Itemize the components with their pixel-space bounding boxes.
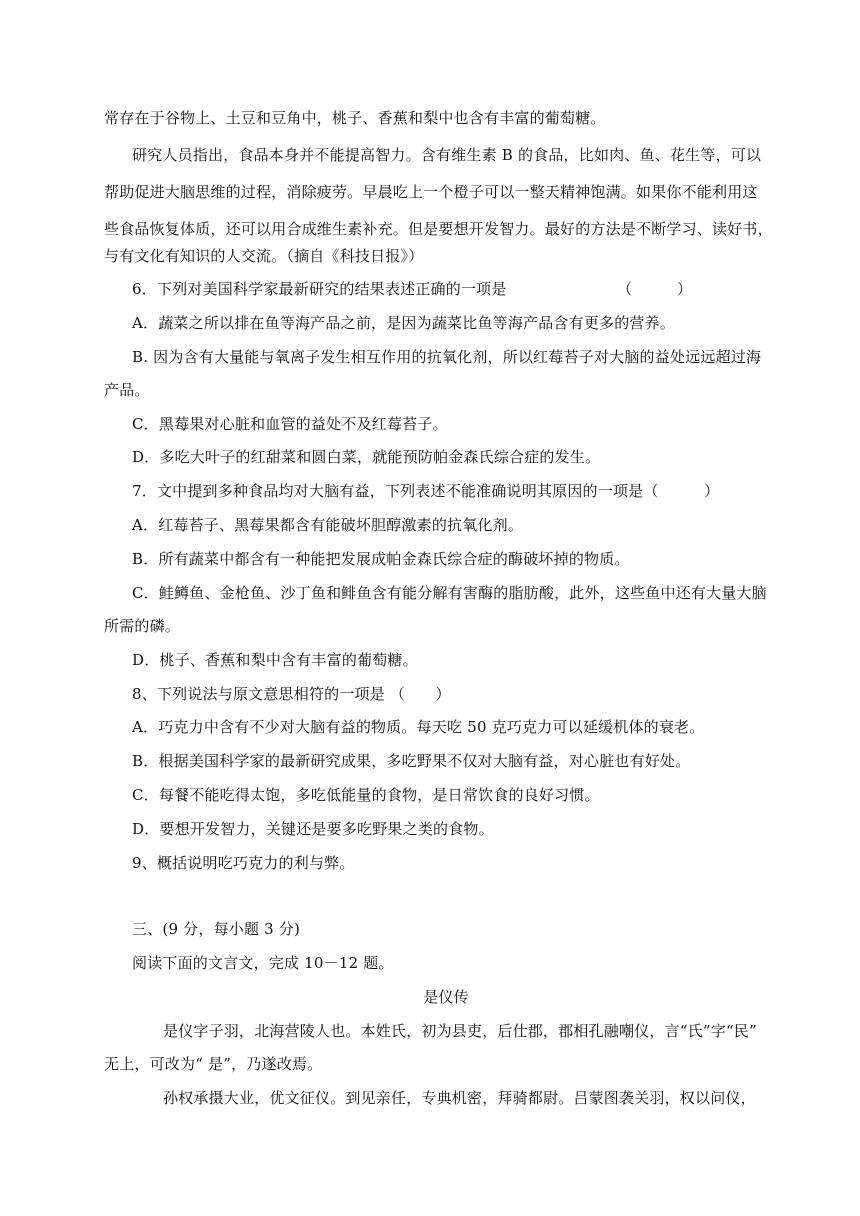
answer-parenthesis: （ ） [617, 280, 693, 298]
question-6-option-c: C．黑莓果对心脏和血管的益处不及红莓苔子。 [132, 415, 448, 433]
paragraph-line: 无上，可改为“ 是”，乃遂改焉。 [104, 1055, 323, 1073]
paragraph-line: 常存在于谷物上、土豆和豆角中，桃子、香蕉和梨中也含有丰富的葡萄糖。 [104, 109, 606, 127]
paragraph-line: 是仪字子羽，北海营陵人也。本姓氏，初为县吏，后仕郡，郡相孔融嘲仪，言“氏”字“民” [163, 1022, 757, 1040]
section-heading: 三、(9 分，每小题 3 分) [132, 920, 301, 938]
question-8-option-a: A．巧克力中含有不少对大脑有益的物质。每天吃 50 克巧克力可以延缓机体的衰老。 [132, 718, 705, 736]
question-8-option-c: C．每餐不能吃得太饱，多吃低能量的食物，是日常饮食的良好习惯。 [132, 786, 600, 804]
question-6-option-b: B. 因为含有大量能与氧离子发生相互作用的抗氧化剂，所以红莓苔子对大脑的益处远远超过海 [132, 348, 762, 366]
question-7-option-b: B．所有蔬菜中都含有一种能把发展成帕金森氏综合症的酶破坏掉的物质。 [132, 550, 630, 568]
question-7-option-a: A．红莓苔子、黑莓果都含有能破坏胆醇激素的抗氧化剂。 [132, 516, 524, 534]
paragraph-line: 与有文化有知识的人交流。（摘自《科技日报》） [104, 247, 424, 265]
question-6-option-d: D．多吃大叶子的红甜菜和圆白菜，就能预防帕金森氏综合症的发生。 [132, 448, 601, 466]
paragraph-line: 研究人员指出，食品本身并不能提高智力。含有维生素 B 的食品，比如肉、鱼、花生等，可以 [132, 146, 762, 164]
section-instruction: 阅读下面的文言文，完成 10－12 题。 [132, 954, 394, 972]
paragraph-line: 孙权承摄大业，优文征仪。到见亲任，专典机密，拜骑都尉。吕蒙图袭关羽，权以问仪， [163, 1089, 756, 1107]
question-8-stem: 8、下列说法与原文意思相符的一项是 （ ） [132, 685, 451, 703]
passage-title: 是仪传 [423, 988, 469, 1006]
question-6-option-b-cont: 产品。 [104, 381, 150, 399]
question-6-stem: 6．下列对美国科学家最新研究的结果表述正确的一项是 [132, 280, 507, 298]
question-8-option-b: B．根据美国科学家的最新研究成果，多吃野果不仅对大脑有益，对心脏也有好处。 [132, 752, 691, 770]
question-9-stem: 9、概括说明吃巧克力的利与弊。 [132, 854, 355, 872]
question-6-option-a: A．蔬菜之所以排在鱼等海产品之前，是因为蔬菜比鱼等海产品含有更多的营养。 [132, 314, 676, 332]
paragraph-line: 帮助促进大脑思维的过程，消除疲劳。早晨吃上一个橙子可以一整天精神饱满。如果你不能利用这 [104, 183, 758, 201]
question-7-option-c: C．鲑鳟鱼、金枪鱼、沙丁鱼和鲱鱼含有能分解有害酶的脂肪酸，此外，这些鱼中还有大量大脑 [132, 584, 767, 602]
question-7-option-d: D．桃子、香蕉和梨中含有丰富的葡萄糖。 [132, 651, 418, 669]
question-7-stem: 7．文中提到多种食品均对大脑有益，下列表述不能准确说明其原因的一项是（ ） [132, 482, 720, 500]
question-8-option-d: D．要想开发智力，关键还是要多吃野果之类的食物。 [132, 820, 494, 838]
paragraph-line: 些食品恢复体质，还可以用合成维生素补充。但是要想开发智力。最好的方法是不断学习、读好书， [104, 220, 773, 238]
question-7-option-c-cont: 所需的磷。 [104, 617, 181, 635]
